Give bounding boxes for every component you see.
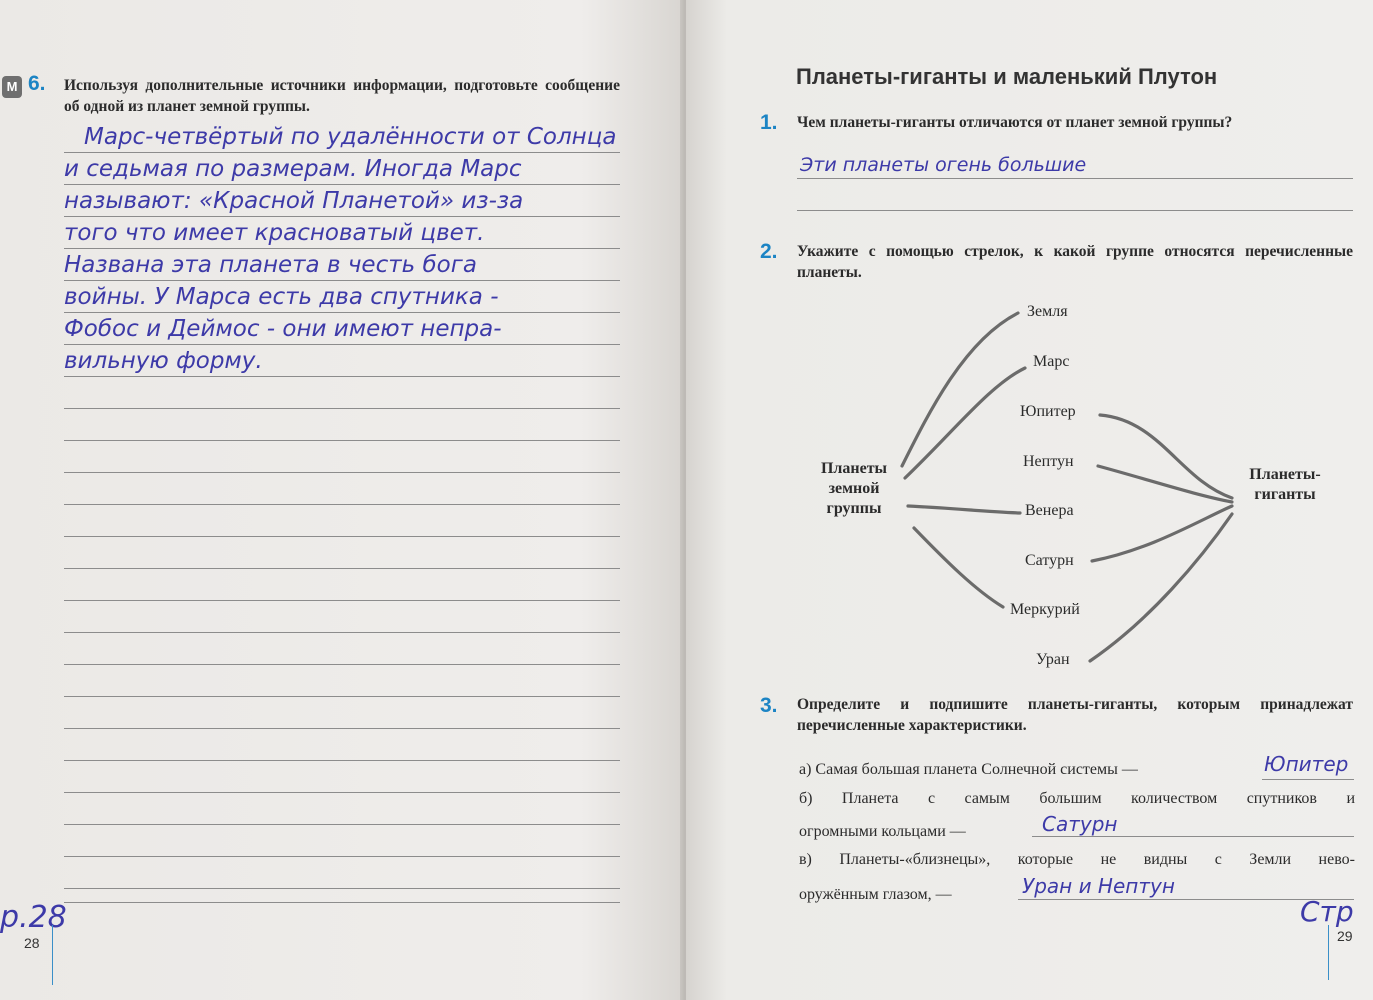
handwritten-line-1: Марс-четвёртый по удалённости от Солнца [84, 124, 617, 150]
question-3-text: Определите и подпишите планеты-гиганты, которым принадлежат перечисленные характеристики. [797, 696, 1353, 734]
arrow-mercury [914, 528, 1003, 607]
question-1-text: Чем планеты-гиганты отличаются от планет земной группы? [797, 114, 1233, 131]
planet-uranus: Уран [1036, 651, 1070, 668]
item-b-label-1: б) Планета с самым большим количеством спутников и [799, 790, 1355, 807]
planet-neptune: Нептун [1023, 453, 1074, 470]
planet-jupiter: Юпитер [1020, 403, 1076, 420]
handwritten-line-3: называют: «Красной Планетой» из-за [64, 188, 524, 214]
handwritten-line-5: Названа эта планета в честь бога [64, 252, 477, 278]
question-2-text: Укажите с помощью стрелок, к какой группе относятся перечисленные планеты. [797, 243, 1353, 281]
answer-line [1032, 836, 1354, 837]
arrow-neptune [1098, 466, 1232, 502]
planet-mars: Марс [1033, 353, 1070, 370]
m-badge-icon: М [2, 76, 22, 98]
arrow-uranus [1090, 514, 1232, 661]
handwritten-line-2: и седьмая по размерам. Иногда Марс [64, 156, 522, 182]
margin-handwritten-note: Стр [1300, 895, 1354, 928]
handwritten-line-6: войны. У Марса есть два спутника - [64, 284, 499, 310]
group-label-terrestrial: Планеты земной группы [820, 460, 888, 517]
item-b-answer: Сатурн [1042, 812, 1118, 836]
question-2-number: 2. [760, 240, 778, 263]
question-3-number: 3. [760, 694, 778, 717]
task-6-number: 6. [28, 72, 46, 95]
arrow-saturn [1092, 506, 1232, 561]
planet-mercury: Меркурий [1010, 601, 1080, 618]
planet-earth: Земля [1027, 303, 1068, 320]
planet-saturn: Сатурн [1025, 552, 1074, 569]
section-title: Планеты-гиганты и маленький Плутон [796, 64, 1218, 89]
task-6-text: Используя дополнительные источники информации, подготовьте сообщение об одной из планет земной группы. [64, 77, 620, 115]
handwritten-line-4: того что имеет красноватый цвет. [64, 220, 485, 246]
arrow-venus [908, 506, 1020, 513]
item-a-label: а) Самая большая планета Солнечной системы — [799, 761, 1138, 778]
item-c-label-1: в) Планеты-«близнецы», которые не видны с Земли нево- [799, 851, 1355, 868]
margin-handwritten-note: p.28 [0, 900, 67, 935]
handwritten-line-7: Фобос и Деймос - они имеют непра- [64, 316, 502, 342]
item-c-label-2: оружённым глазом, — [799, 886, 952, 903]
question-1-answer: Эти планеты огень большие [800, 154, 1087, 176]
item-a-answer: Юпитер [1264, 752, 1349, 776]
item-b-label-2: огромными кольцами — [799, 823, 966, 840]
question-1-number: 1. [760, 111, 778, 134]
margin-line [1328, 925, 1329, 980]
answer-line [1262, 779, 1354, 780]
page-number: 28 [24, 935, 40, 951]
handwritten-line-8: вильную форму. [64, 348, 263, 374]
page-number: 29 [1337, 928, 1353, 944]
item-c-answer: Уран и Нептун [1022, 874, 1175, 898]
arrow-earth [902, 313, 1018, 466]
group-label-giants: Планеты- гиганты [1249, 466, 1321, 503]
planet-venus: Венера [1025, 502, 1074, 519]
